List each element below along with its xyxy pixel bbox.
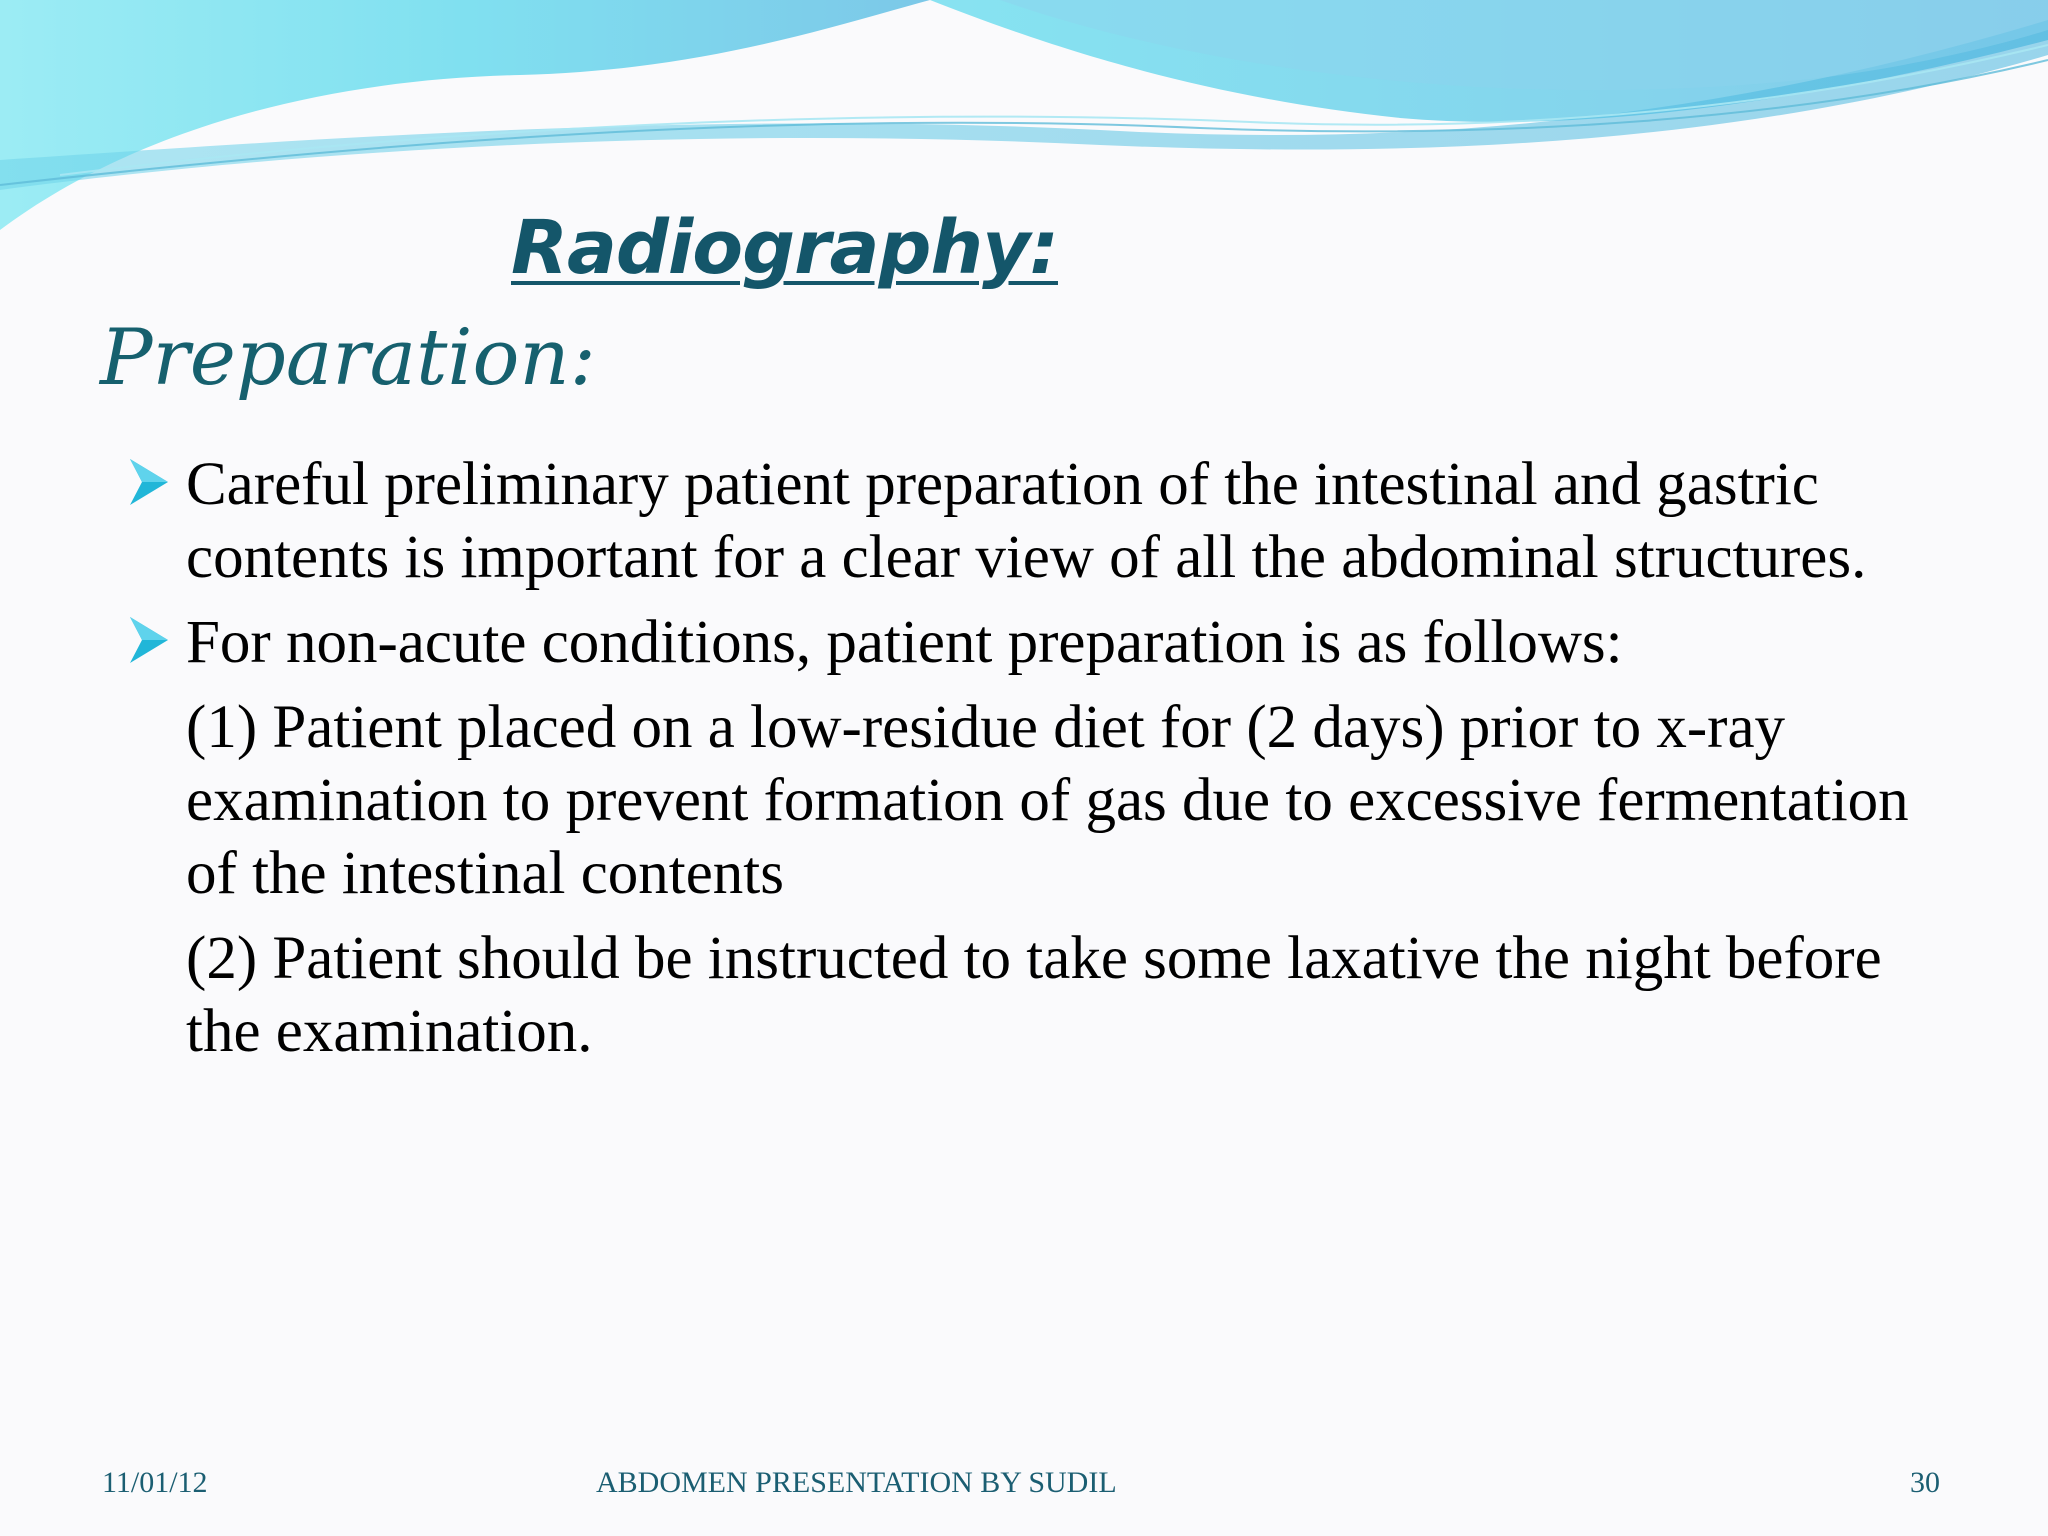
arrowhead-bullet-icon xyxy=(128,614,170,666)
step-item: (2) Patient should be instructed to take some laxative the night before the examination. xyxy=(186,925,1882,1065)
bullet-text: For non-acute conditions, patient preparation is as follows: xyxy=(186,609,1623,676)
header-wave-decoration xyxy=(0,0,2048,240)
arrowhead-bullet-icon xyxy=(128,456,170,508)
footer-date: 11/01/12 xyxy=(102,1466,208,1499)
slide-title: Radiography: xyxy=(511,205,1058,291)
bullet-text: Careful preliminary patient preparation of the intestinal and gastric contents is important for a clear view of all the abdominal structures. xyxy=(186,451,1867,591)
section-subtitle: Preparation: xyxy=(100,313,596,403)
step-item: (1) Patient placed on a low-residue diet for (2 days) prior to x-ray examination to prevent formation of gas due to excessive fermentation of the intestinal contents xyxy=(186,694,1909,907)
bullet-item xyxy=(126,448,1926,594)
footer-page-number: 30 xyxy=(1910,1466,1940,1499)
bullet-item xyxy=(126,606,1926,679)
slide-body xyxy=(126,448,1926,1080)
footer-presentation-title: ABDOMEN PRESENTATION BY SUDIL xyxy=(596,1466,1117,1499)
